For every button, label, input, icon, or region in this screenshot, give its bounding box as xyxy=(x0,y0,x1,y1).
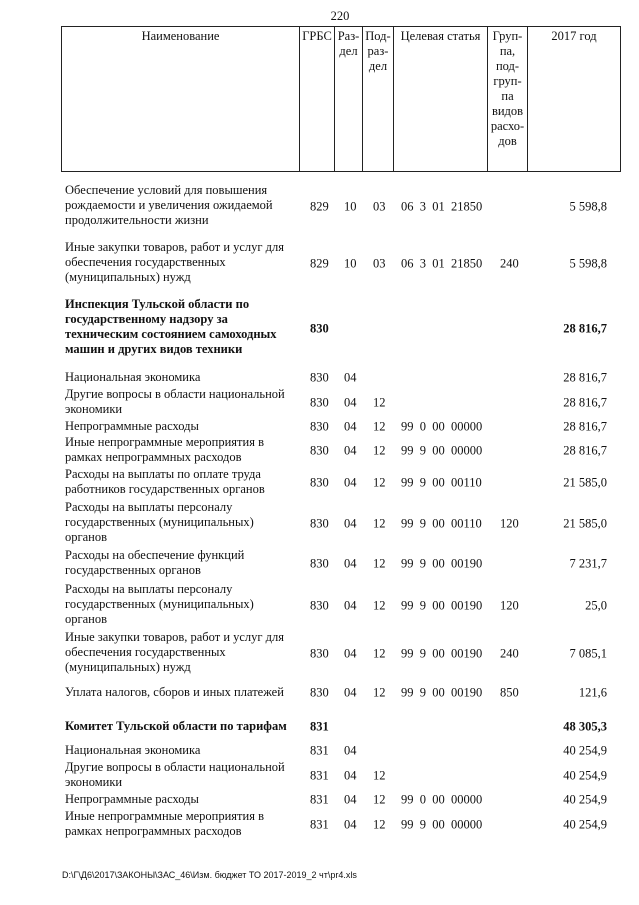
row-amount: 40 254,9 xyxy=(563,817,607,832)
table-row xyxy=(0,500,639,548)
row-grbs: 831 xyxy=(310,768,329,783)
row-group: 850 xyxy=(500,685,519,700)
table-header xyxy=(61,26,621,172)
row-grbs: 830 xyxy=(310,443,329,457)
row-grbs: 829 xyxy=(310,199,329,214)
row-amount: 28 816,7 xyxy=(563,419,607,434)
row-grbs: 830 xyxy=(310,598,329,613)
row-grbs: 830 xyxy=(310,395,329,409)
table-row xyxy=(0,743,639,759)
row-grbs: 830 xyxy=(310,516,329,531)
table-row xyxy=(0,809,639,841)
row-target: 99 9 00 00110 xyxy=(401,516,482,531)
row-razdel: 04 xyxy=(344,817,357,832)
row-podrazdel: 12 xyxy=(373,646,386,661)
table-row xyxy=(0,760,639,792)
header-name: Наименование xyxy=(141,29,220,43)
header-razdel: Раз- дел xyxy=(335,27,363,172)
row-razdel: 04 xyxy=(344,370,357,385)
row-razdel: 10 xyxy=(344,199,357,214)
row-grbs: 830 xyxy=(310,646,329,661)
row-razdel: 04 xyxy=(344,743,357,758)
row-razdel: 04 xyxy=(344,395,357,409)
row-podrazdel: 12 xyxy=(373,395,386,409)
row-group: 120 xyxy=(500,598,519,613)
table-row xyxy=(0,183,639,231)
row-podrazdel: 12 xyxy=(373,419,386,434)
row-amount: 48 305,3 xyxy=(563,719,607,734)
row-amount: 28 816,7 xyxy=(563,443,607,457)
row-podrazdel: 12 xyxy=(373,516,386,531)
row-grbs: 830 xyxy=(310,321,329,336)
row-group: 240 xyxy=(500,646,519,661)
header-year: 2017 год xyxy=(528,27,621,172)
row-amount: 25,0 xyxy=(585,598,607,613)
row-grbs: 830 xyxy=(310,475,329,490)
row-razdel: 04 xyxy=(344,556,357,571)
row-name: Обеспечение условий для повышения рождаемости и увеличения ожидаемой продолжительности жизни xyxy=(65,183,273,227)
row-podrazdel: 12 xyxy=(373,598,386,613)
table-row xyxy=(0,630,639,678)
row-grbs: 831 xyxy=(310,719,329,734)
row-group: 240 xyxy=(500,256,519,271)
row-amount: 28 816,7 xyxy=(563,321,607,336)
row-name: Инспекция Тульской области по государственному надзору за техническим состоянием самоходных машин и других видов техники xyxy=(65,297,277,356)
row-razdel: 04 xyxy=(344,516,357,531)
table-row xyxy=(0,435,639,466)
header-group: Груп- па, под- груп- па видов расхо- дов xyxy=(488,27,528,172)
row-name: Расходы на выплаты персоналу государственных (муниципальных) органов xyxy=(65,582,254,626)
row-grbs: 830 xyxy=(310,556,329,571)
row-grbs: 829 xyxy=(310,256,329,271)
row-name: Расходы на выплаты по оплате труда работников государственных органов xyxy=(65,467,265,496)
row-name: Другие вопросы в области национальной экономики xyxy=(65,387,285,416)
row-podrazdel: 12 xyxy=(373,443,386,457)
row-podrazdel: 03 xyxy=(373,256,386,271)
row-target: 99 9 00 00190 xyxy=(401,646,483,661)
table-row xyxy=(0,792,639,808)
row-amount: 40 254,9 xyxy=(563,768,607,783)
row-name: Иные закупки товаров, работ и услуг для обеспечения государственных (муниципальных) нужд xyxy=(65,240,285,284)
row-podrazdel: 12 xyxy=(373,792,386,807)
row-name: Иные непрограммные мероприятия в рамках непрограммных расходов xyxy=(65,435,264,464)
row-amount: 21 585,0 xyxy=(563,516,607,531)
row-razdel: 04 xyxy=(344,768,357,783)
table-row xyxy=(0,297,639,361)
row-amount: 40 254,9 xyxy=(563,743,607,758)
file-path-footer: D:\Г\Д6\2017\ЗАКОНЫ\ЗАС_46\Изм. бюджет ТО 2017-2019_2 чт\pr4.xls xyxy=(62,870,357,880)
row-target: 99 9 00 00190 xyxy=(401,598,483,613)
row-podrazdel: 12 xyxy=(373,685,386,700)
row-grbs: 831 xyxy=(310,743,329,758)
row-amount: 40 254,9 xyxy=(563,792,607,807)
table-row xyxy=(0,548,639,580)
row-razdel: 04 xyxy=(344,475,357,490)
row-target: 99 9 00 00190 xyxy=(401,556,483,571)
row-amount: 121,6 xyxy=(578,685,607,700)
row-grbs: 830 xyxy=(310,370,329,385)
table-row xyxy=(0,387,639,418)
row-name: Иные непрограммные мероприятия в рамках непрограммных расходов xyxy=(65,809,264,838)
row-name: Уплата налогов, сборов и иных платежей xyxy=(65,685,284,699)
row-name: Национальная экономика xyxy=(65,370,201,384)
row-name: Непрограммные расходы xyxy=(65,792,199,806)
row-razdel: 04 xyxy=(344,685,357,700)
row-name: Другие вопросы в области национальной экономики xyxy=(65,760,285,789)
header-target: Целевая статья xyxy=(394,27,488,172)
row-podrazdel: 12 xyxy=(373,768,386,783)
row-target: 06 3 01 21850 xyxy=(401,256,483,271)
page-number: 220 xyxy=(330,9,350,23)
header-grbs: ГРБС xyxy=(300,27,335,172)
row-name: Расходы на выплаты персоналу государственных (муниципальных) органов xyxy=(65,500,254,544)
row-name: Иные закупки товаров, работ и услуг для обеспечения государственных (муниципальных) нужд xyxy=(65,630,285,674)
row-razdel: 04 xyxy=(344,443,357,457)
table-row xyxy=(0,719,639,735)
row-target: 99 0 00 00000 xyxy=(401,419,483,434)
table-row xyxy=(0,467,639,499)
row-grbs: 830 xyxy=(310,685,329,700)
row-amount: 7 085,1 xyxy=(569,646,607,661)
table-row xyxy=(0,240,639,288)
row-target: 99 9 00 00190 xyxy=(401,685,483,700)
row-razdel: 04 xyxy=(344,646,357,661)
row-amount: 5 598,8 xyxy=(569,199,607,214)
table-row xyxy=(0,582,639,630)
row-name: Национальная экономика xyxy=(65,743,201,757)
row-amount: 28 816,7 xyxy=(563,370,607,385)
row-target: 99 0 00 00000 xyxy=(401,792,483,807)
row-amount: 21 585,0 xyxy=(563,475,607,490)
row-amount: 7 231,7 xyxy=(569,556,607,571)
row-name: Расходы на обеспечение функций государственных органов xyxy=(65,548,245,577)
row-target: 99 9 00 00000 xyxy=(401,443,483,457)
row-podrazdel: 12 xyxy=(373,556,386,571)
row-amount: 5 598,8 xyxy=(569,256,607,271)
row-razdel: 04 xyxy=(344,598,357,613)
row-target: 99 9 00 00110 xyxy=(401,475,482,490)
row-podrazdel: 12 xyxy=(373,817,386,832)
row-razdel: 10 xyxy=(344,256,357,271)
row-group: 120 xyxy=(500,516,519,531)
row-grbs: 831 xyxy=(310,792,329,807)
row-amount: 28 816,7 xyxy=(563,395,607,409)
row-name: Комитет Тульской области по тарифам xyxy=(65,719,287,733)
row-target: 06 3 01 21850 xyxy=(401,199,483,214)
row-podrazdel: 12 xyxy=(373,475,386,490)
table-row xyxy=(0,419,639,435)
row-name: Непрограммные расходы xyxy=(65,419,199,433)
table-row xyxy=(0,370,639,386)
header-podrazdel: Под- раз- дел xyxy=(363,27,394,172)
row-podrazdel: 03 xyxy=(373,199,386,214)
row-razdel: 04 xyxy=(344,792,357,807)
row-grbs: 831 xyxy=(310,817,329,832)
row-target: 99 9 00 00000 xyxy=(401,817,483,832)
row-razdel: 04 xyxy=(344,419,357,434)
table-row xyxy=(0,685,639,701)
row-grbs: 830 xyxy=(310,419,329,434)
